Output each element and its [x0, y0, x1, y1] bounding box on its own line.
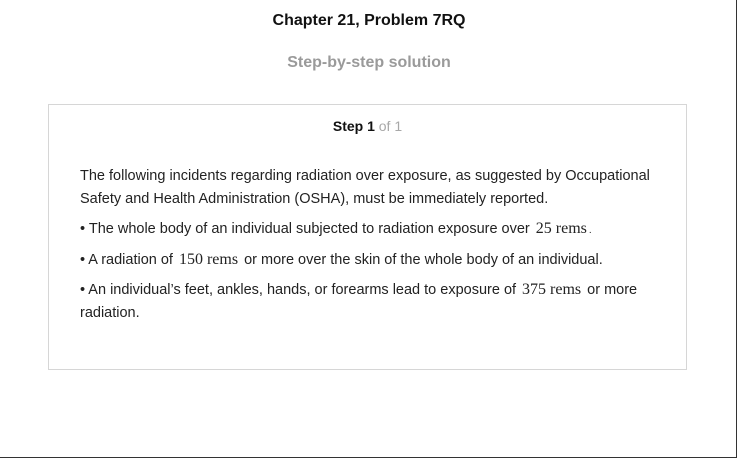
math-value: 25 rems	[535, 220, 587, 237]
bullet-item-skin	[80, 248, 660, 272]
step-label: Step 1	[332, 118, 375, 134]
bullet-text-after: or more over the skin of the whole body of an individual.	[244, 252, 603, 268]
bullet-text-before: • The whole body of an individual subjected to radiation exposure over	[80, 221, 530, 237]
step-header	[49, 118, 686, 134]
bullet-text-before: • A radiation of	[80, 252, 173, 268]
step-card	[48, 104, 687, 370]
bullet-text-after: or more radiation.	[80, 282, 638, 321]
math-value: 150 rems	[178, 251, 239, 268]
solution-heading: Step-by-step solution	[287, 54, 451, 71]
chapter-title: Chapter 21, Problem 7RQ	[272, 12, 466, 29]
bullet-item-extremities	[80, 278, 660, 325]
bullet-text-after: .	[588, 225, 592, 236]
step-body	[80, 165, 660, 331]
math-value: 375 rems	[522, 281, 582, 298]
step-intro: The following incidents regarding radiation over exposure, as suggested by Occupational Safety and Health Administration (OSHA), must be immediately reported.	[80, 168, 650, 207]
bullet-text-before: • An individual’s feet, ankles, hands, or forearms lead to exposure of	[80, 282, 517, 298]
step-count: of 1	[378, 118, 403, 134]
bullet-item-whole-body	[80, 217, 660, 242]
